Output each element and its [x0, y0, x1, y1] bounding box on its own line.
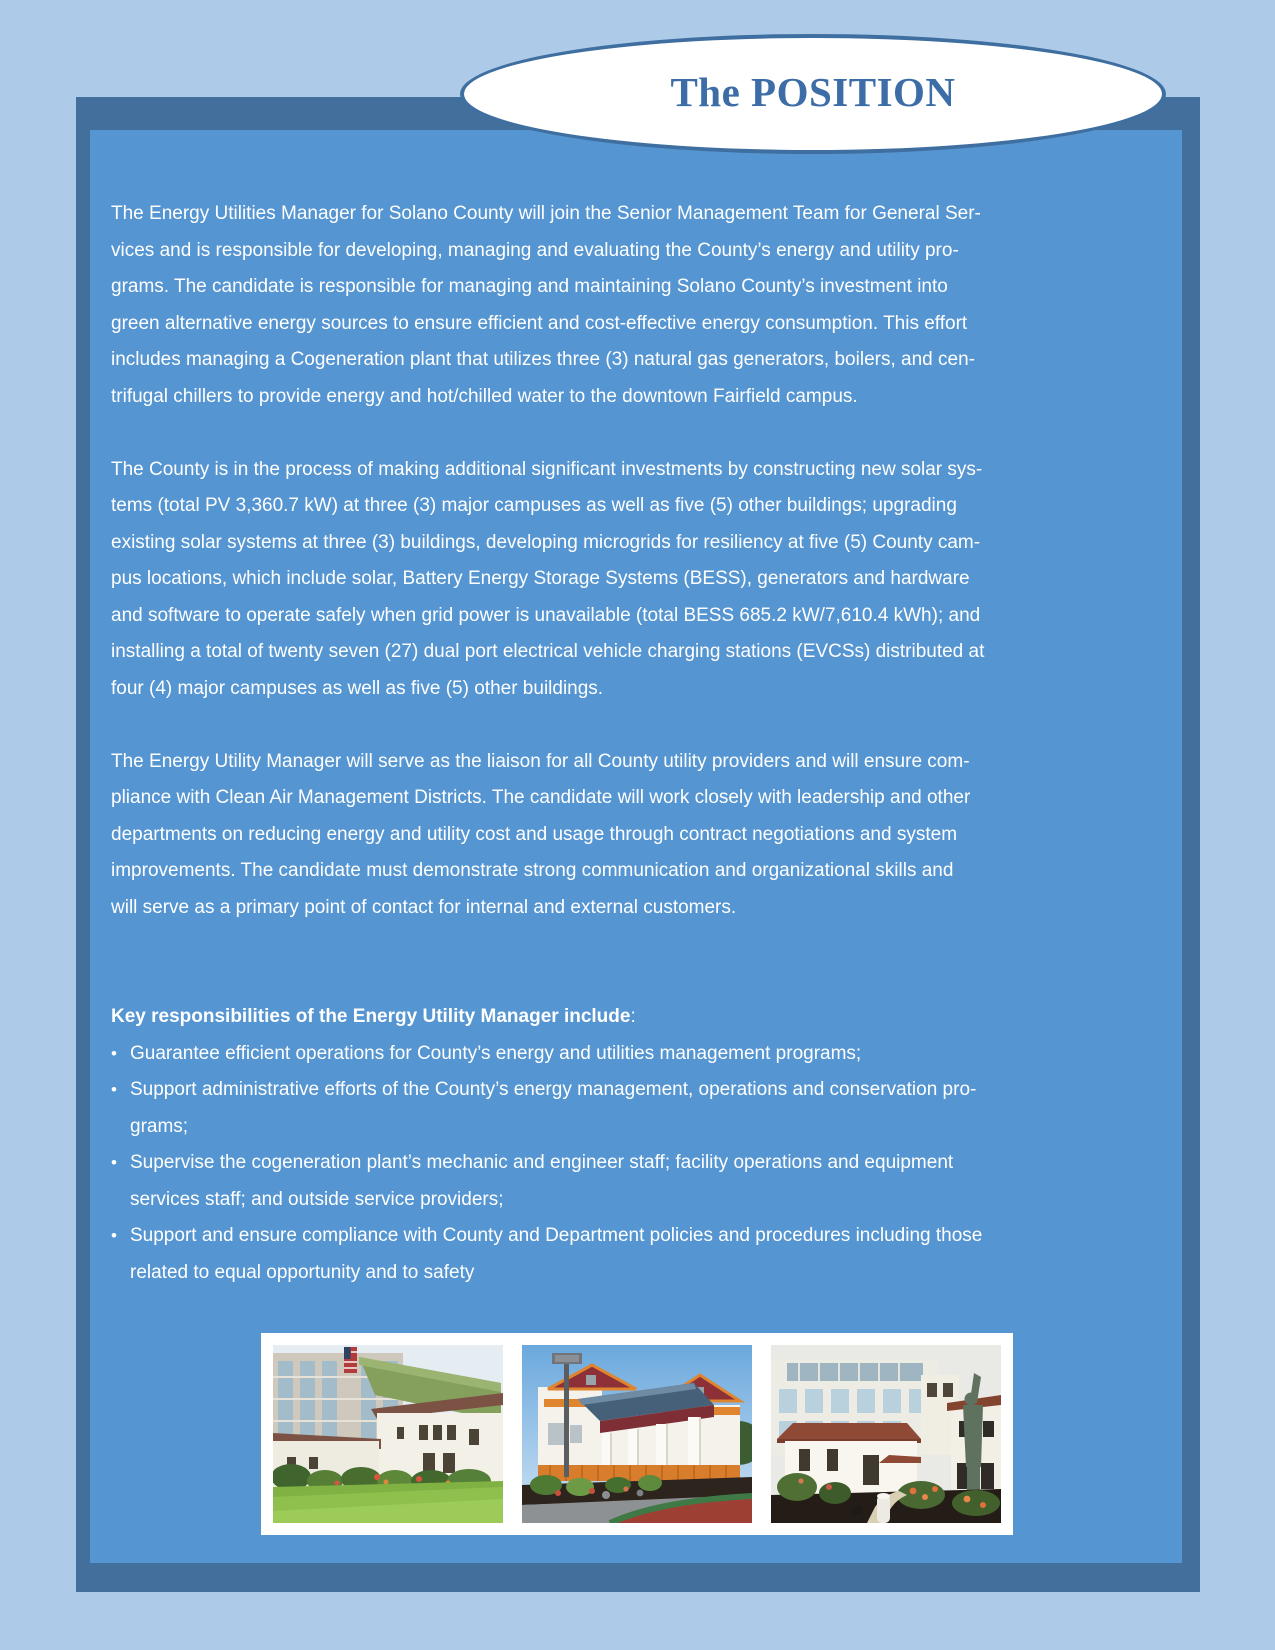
paragraph-line: four (4) major campuses as well as five (5) other buildings.	[111, 677, 604, 699]
responsibility-line: grams;	[130, 1115, 189, 1137]
paragraph-line: and software to operate safely when grid power is unavailable (total BESS 685.2 kW/7,610.4 kWh); and	[111, 604, 981, 626]
bullet-icon: •	[111, 1153, 117, 1172]
title-badge	[460, 34, 1166, 154]
bullet-icon: •	[111, 1043, 117, 1063]
responsibility-item	[111, 1036, 1173, 1073]
page-title: The POSITION	[670, 69, 956, 115]
paragraph-line: will serve as a primary point of contact for internal and external customers.	[111, 896, 737, 918]
paragraph-line: improvements. The candidate must demonstrate strong communication and organizational skills and	[111, 860, 954, 881]
paragraph-line: installing a total of twenty seven (27) dual port electrical vehicle charging stations (EVCSs) distributed at	[111, 641, 985, 662]
paragraph-line: green alternative energy sources to ensure efficient and cost-effective energy consumption. This effort	[111, 312, 968, 334]
paragraph-line: includes managing a Cogeneration plant that utilizes three (3) natural gas generators, boilers, and cen-	[111, 349, 975, 370]
bullet-icon: •	[111, 1226, 117, 1245]
responsibilities-heading	[111, 999, 1173, 1036]
responsibilities-heading-colon: :	[630, 1006, 636, 1027]
paragraph-line: departments on reducing energy and utility cost and usage through contract negotiations and system	[111, 823, 958, 845]
paragraph-line: pliance with Clean Air Management Districts. The candidate will work closely with leadership and other	[111, 787, 971, 808]
responsibility-line: Supervise the cogeneration plant’s mechanic and engineer staff; facility operations and equipment	[130, 1152, 954, 1173]
responsibility-line: Support and ensure compliance with County and Department policies and procedures including those	[130, 1225, 983, 1246]
responsibility-item	[111, 1072, 1173, 1145]
paragraph-line: tems (total PV 3,360.7 kW) at three (3) major campuses as well as five (5) other buildings; upgrading	[111, 495, 957, 516]
responsibilities-heading-bold: Key responsibilities of the Energy Utility Manager include	[111, 1006, 631, 1027]
bullet-icon: •	[111, 1080, 117, 1099]
paragraph	[111, 196, 1173, 415]
photo-campus-statue-garden	[771, 1345, 1001, 1523]
paragraph-line: The Energy Utility Manager will serve as the liaison for all County utility providers and will ensure com-	[111, 750, 970, 772]
entrance-portico-illustration	[522, 1345, 752, 1523]
paragraph-line: The Energy Utilities Manager for Solano County will join the Senior Management Team for General Ser-	[111, 203, 981, 224]
paragraph-line: The County is in the process of making additional significant investments by constructing new solar sys-	[111, 458, 983, 480]
photo-county-courthouse-lawn	[273, 1345, 503, 1523]
responsibilities-list	[111, 1036, 1173, 1292]
body-text	[111, 196, 1173, 1291]
responsibility-item	[111, 1218, 1173, 1291]
paragraph-line: pus locations, which include solar, Battery Energy Storage Systems (BESS), generators and hardware	[111, 568, 970, 589]
responsibility-line: Support administrative efforts of the County’s energy management, operations and conservation pro-	[130, 1079, 977, 1100]
paragraph-line: trifugal chillers to provide energy and hot/chilled water to the downtown Fairfield campus.	[111, 385, 858, 407]
paragraph-line: vices and is responsible for developing, managing and evaluating the County’s energy and utility pro-	[111, 239, 959, 261]
paragraphs	[111, 196, 1173, 926]
paragraph	[111, 452, 1173, 708]
photo-building-entrance-portico	[522, 1345, 752, 1523]
photo-strip	[261, 1333, 1013, 1535]
responsibility-line: services staff; and outside service providers;	[130, 1188, 504, 1210]
paragraph-line: grams. The candidate is responsible for managing and maintaining Solano County’s investment into	[111, 276, 948, 297]
responsibility-line: related to equal opportunity and to safety	[130, 1261, 475, 1283]
paragraph	[111, 744, 1173, 927]
responsibility-item	[111, 1145, 1173, 1218]
paragraph-line: existing solar systems at three (3) buildings, developing microgrids for resiliency at five (5) County cam-	[111, 531, 981, 553]
responsibility-line: Guarantee efficient operations for County’s energy and utilities management programs;	[130, 1042, 862, 1064]
statue-garden-illustration	[771, 1345, 1001, 1523]
courthouse-lawn-illustration	[273, 1345, 503, 1523]
